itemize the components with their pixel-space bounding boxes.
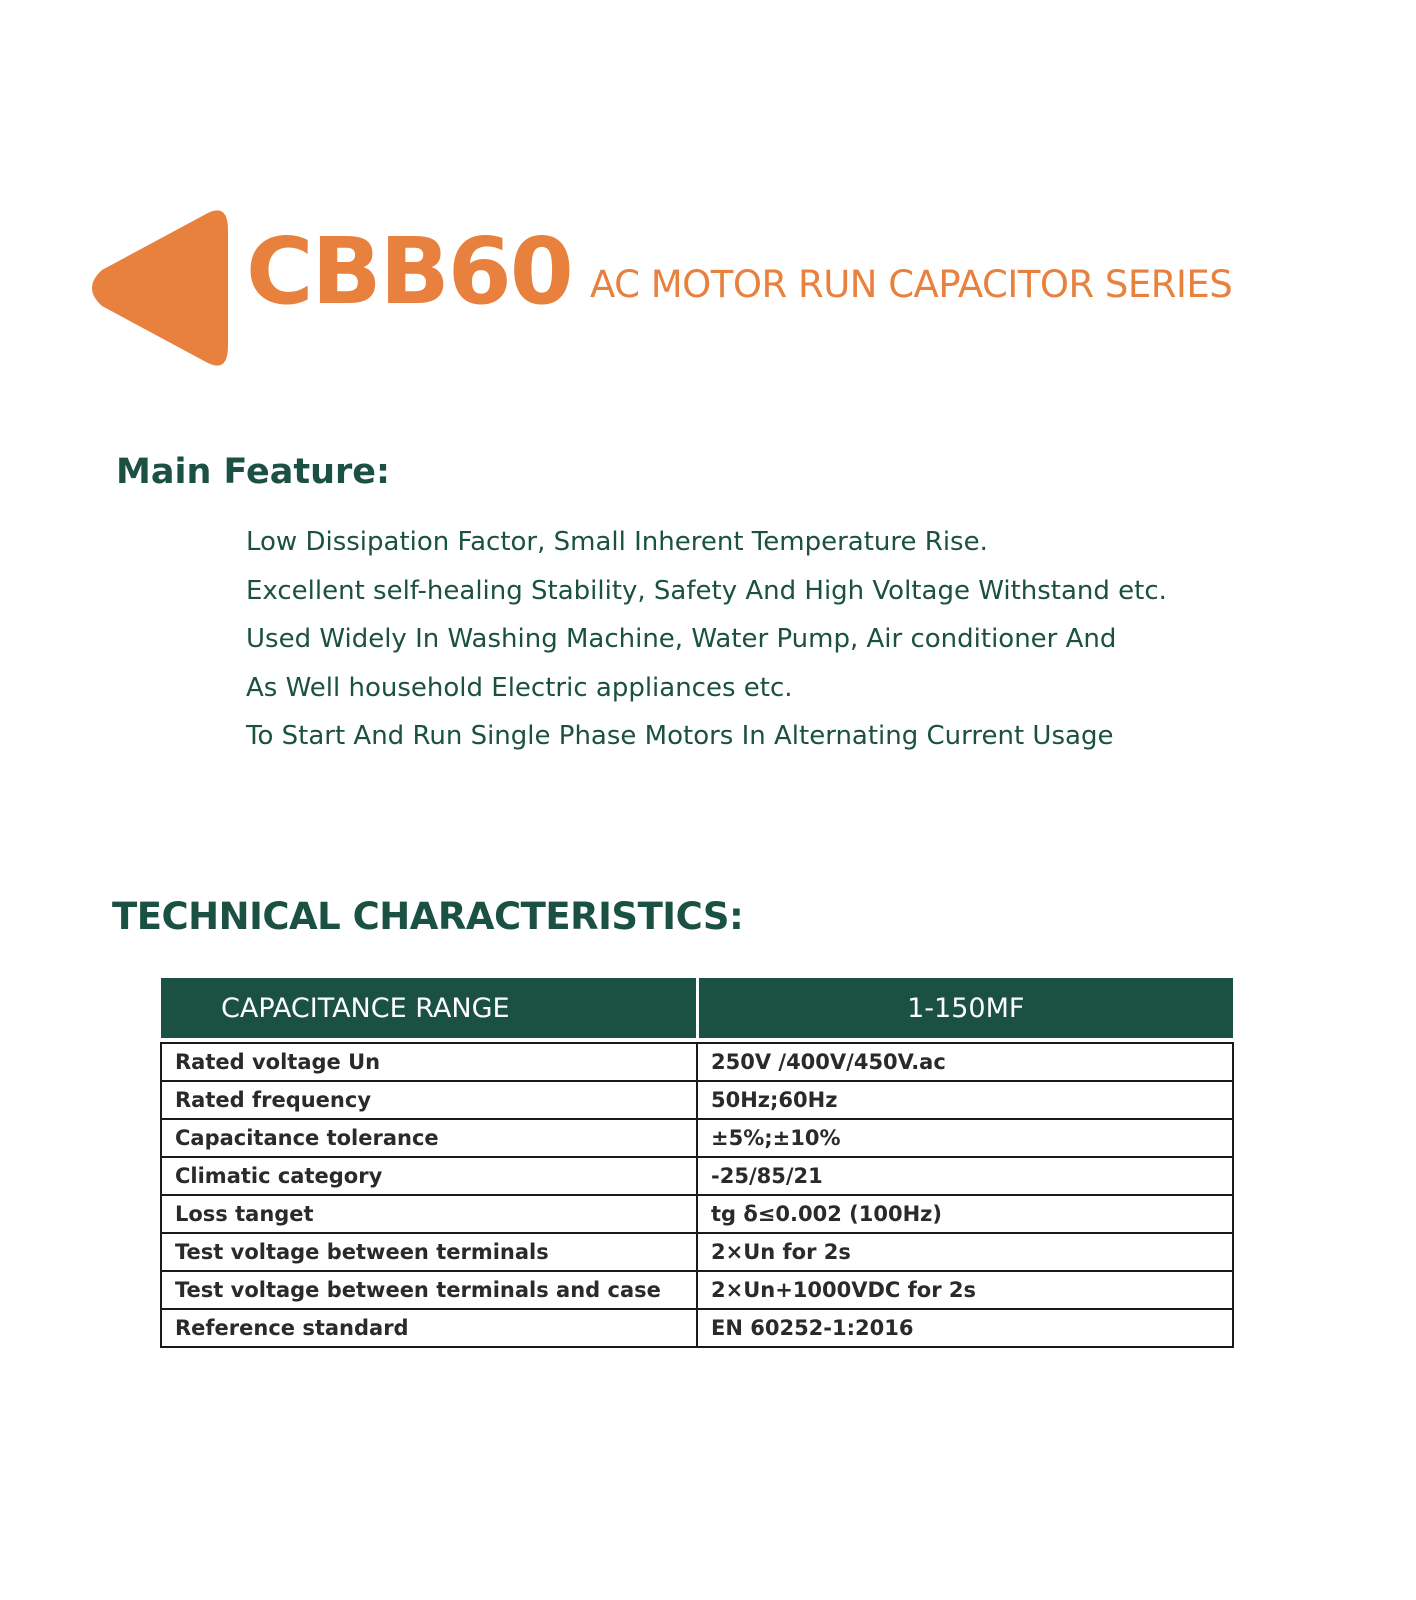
table-row — [161, 1119, 1233, 1157]
main-feature-heading: Main Feature: — [116, 452, 391, 492]
spec-header-label: CAPACITANCE RANGE — [161, 978, 697, 1038]
spec-label: Capacitance tolerance — [161, 1119, 697, 1157]
feature-item: To Start And Run Single Phase Motors In Alternating Current Usage — [246, 721, 1114, 751]
spec-header-value: 1-150MF — [697, 978, 1233, 1038]
spec-table — [160, 978, 1234, 1348]
table-row — [161, 1195, 1233, 1233]
series-title: AC MOTOR RUN CAPACITOR SERIES — [590, 263, 1233, 306]
table-row — [161, 1271, 1233, 1309]
spec-label: Loss tanget — [161, 1195, 697, 1233]
spec-label: Reference standard — [161, 1309, 697, 1347]
spec-value: tg δ≤0.002 (100Hz) — [697, 1195, 1233, 1233]
spec-value: 250V /400V/450V.ac — [697, 1043, 1233, 1081]
table-row — [161, 1309, 1233, 1347]
spec-value: -25/85/21 — [697, 1157, 1233, 1195]
feature-item: Low Dissipation Factor, Small Inherent Temperature Rise. — [246, 527, 988, 557]
spec-label: Rated voltage Un — [161, 1043, 697, 1081]
spec-value: 2×Un for 2s — [697, 1233, 1233, 1271]
rounded-triangle-left-icon — [88, 208, 238, 368]
technical-characteristics-heading: TECHNICAL CHARACTERISTICS: — [112, 895, 744, 938]
spec-value: EN 60252-1:2016 — [697, 1309, 1233, 1347]
spec-label: Test voltage between terminals — [161, 1233, 697, 1271]
feature-item: Used Widely In Washing Machine, Water Pump, Air conditioner And — [246, 624, 1117, 654]
table-row — [161, 1157, 1233, 1195]
feature-list — [246, 518, 1167, 761]
model-title: CBB60 — [246, 218, 572, 325]
feature-item: Excellent self-healing Stability, Safety And High Voltage Withstand etc. — [246, 575, 1167, 606]
spec-label: Rated frequency — [161, 1081, 697, 1119]
product-header — [88, 208, 1348, 368]
spec-value: 2×Un+1000VDC for 2s — [697, 1271, 1233, 1309]
spec-label: Climatic category — [161, 1157, 697, 1195]
table-row — [161, 1043, 1233, 1081]
spec-value: ±5%;±10% — [697, 1119, 1233, 1157]
spec-table-header-row — [161, 978, 1233, 1038]
table-row — [161, 1081, 1233, 1119]
spec-label: Test voltage between terminals and case — [161, 1271, 697, 1309]
table-row — [161, 1233, 1233, 1271]
spec-value: 50Hz;60Hz — [697, 1081, 1233, 1119]
feature-item: As Well household Electric appliances etc. — [246, 672, 793, 703]
